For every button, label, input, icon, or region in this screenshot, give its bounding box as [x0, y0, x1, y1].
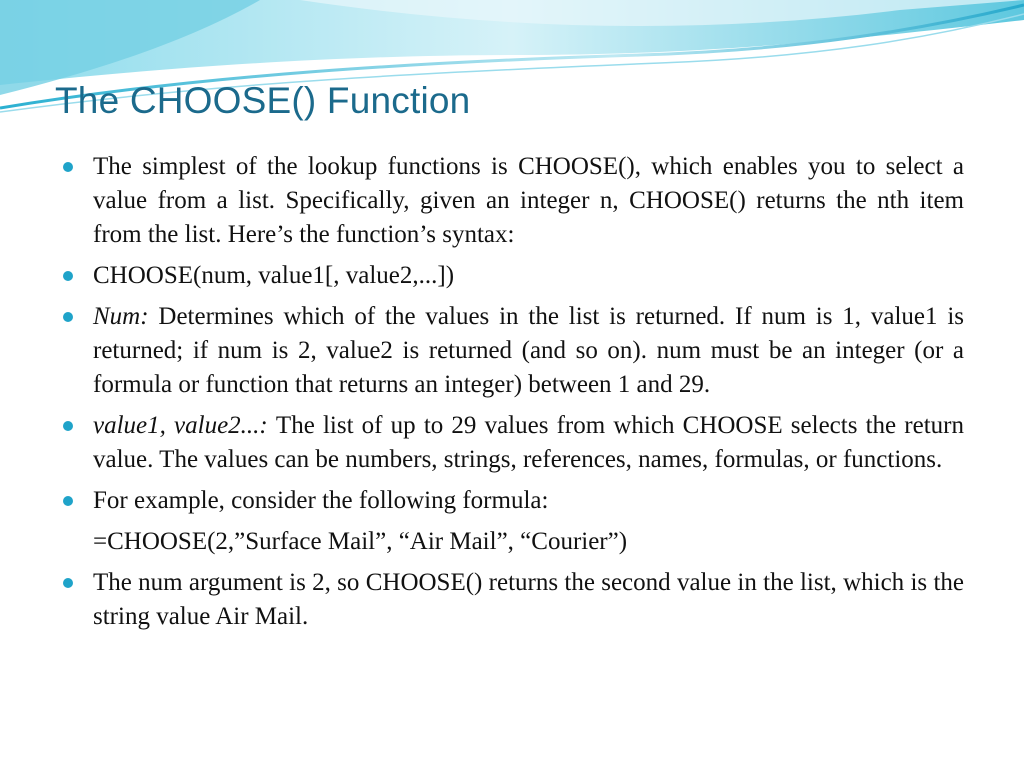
bullet-item [60, 484, 964, 518]
bullet-item [60, 259, 964, 293]
bullet-dot-icon [63, 421, 73, 431]
bullet-item [60, 409, 964, 477]
bullet-item [60, 300, 964, 402]
bullet-text: The simplest of the lookup functions is CHOOSE(), which enables you to select a value from a list. Specifically, given an integer n, CHOOSE() returns the nth item from the list. Here’s the function’s syntax: [93, 153, 964, 248]
slide-title: The CHOOSE() Function [55, 80, 471, 121]
bullet-term: Num: [93, 303, 159, 330]
bullet-dot-icon [63, 312, 73, 322]
bullet-dot-icon [63, 162, 73, 172]
bullet-term: value1, value2...: [93, 412, 276, 439]
bullet-item [60, 566, 964, 634]
bullet-text: Determines which of the values in the list is returned. If num is 1, value1 is returned; if num is 2, value2 is returned (and so on). num must be an integer (or a formula or function that returns an integer) between 1 and 29. [93, 303, 964, 398]
example-formula: =CHOOSE(2,”Surface Mail”, “Air Mail”, “Courier”) [93, 528, 628, 555]
bullet-dot-icon [63, 578, 73, 588]
bullet-text: The list of up to 29 values from which CHOOSE selects the return value. The values can be numbers, strings, references, names, formulas, or functions. [93, 412, 964, 473]
bullet-dot-icon [63, 271, 73, 281]
syntax-text: CHOOSE(num, value1[, value2,...]) [93, 262, 455, 289]
bullet-text: The num argument is 2, so CHOOSE() returns the second value in the list, which is the string value Air Mail. [93, 569, 964, 630]
bullet-item [60, 150, 964, 252]
slide-body [60, 150, 964, 641]
bullet-dot-icon [63, 496, 73, 506]
bullet-text: For example, consider the following formula: [93, 487, 549, 514]
